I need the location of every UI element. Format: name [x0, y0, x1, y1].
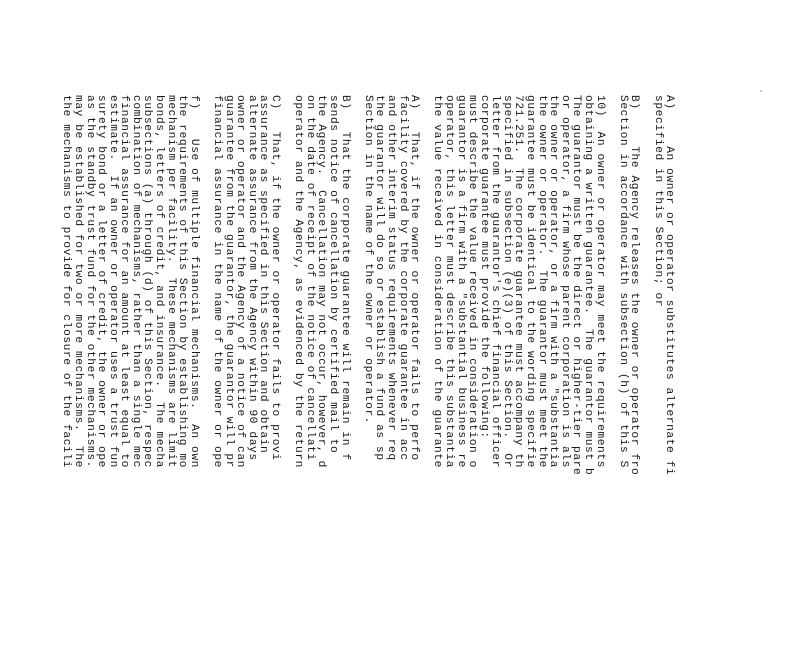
text-line: owner or operator and the Agency of a notice of can	[234, 95, 247, 468]
text-line: the mechanisms to provide for closure of the facili	[60, 95, 73, 468]
text-line: 10) An owner or operator may meet the requirements	[593, 95, 606, 468]
document-paragraph	[210, 95, 280, 655]
document-paragraph	[361, 95, 419, 655]
text-line: may be established for two or more mechanisms. The	[71, 95, 84, 468]
text-line: the requirements of this Section by establishing mo	[176, 95, 189, 468]
text-line: B) The Agency releases the owner or operator fro	[628, 95, 641, 476]
text-line: estimate. If an owner or operator uses a trust fun	[106, 95, 119, 468]
text-line: guarantee from the guarantor, the guarantor will pr	[222, 95, 235, 468]
text-line: 721.251. The corporate guarantee must accompany th	[512, 95, 525, 468]
document-paragraph	[60, 95, 199, 655]
text-line: facility covered by the corporate guarantee in acc	[396, 95, 409, 461]
scan-speck	[760, 90, 762, 92]
text-line: specified in subsection (e)(3) of this Section. Or	[500, 95, 513, 468]
text-line: B) That the corporate guarantee will remain in f	[338, 95, 351, 461]
document-paragraph	[292, 95, 350, 655]
text-line: the owner or operator, or a firm with a "substantia	[547, 95, 560, 468]
text-line: mechanism per facility. These mechanisms are limit	[164, 95, 177, 468]
document-paragraph	[616, 95, 639, 655]
text-line: corporate guarantee must provide the following:	[477, 95, 490, 439]
text-line: f) Use of multiple financial mechanisms. An own	[187, 95, 200, 468]
text-line: assurance as specified in this Section and obtain	[257, 95, 270, 454]
text-line: the guarantor will do so or establish a fund as sp	[373, 95, 386, 461]
text-line: A) That, if the owner or operator fails to perfo	[408, 95, 421, 461]
text-line: operator, this letter must describe this substantia	[442, 95, 455, 468]
text-line: guarantor is a firm with a "substantial business re	[454, 95, 467, 468]
text-line: the value received in consideration of the guarante	[431, 95, 444, 468]
text-line: and other interim status requirements whenever req	[384, 95, 397, 461]
text-line: financial assurance for an amount at least equal to	[118, 95, 131, 468]
text-line: letter from the guarantor's chief financial officer	[489, 95, 502, 468]
text-line: operator and the Agency, as evidenced by the return	[292, 95, 305, 468]
text-line: alternate assurance from the Agency within 90 days	[245, 95, 258, 461]
text-line: A) An owner or operator substitutes alternate fi	[663, 95, 676, 476]
text-line: sends notice of cancellation by certified mail to	[327, 95, 339, 454]
text-line: Section in the name of the owner or operator.	[361, 95, 374, 425]
text-line: specified in this Section; or	[651, 95, 664, 308]
text-line: subsections (a) through (d) of this Section, respec	[141, 95, 154, 468]
text-line: must describe the value received in consideration o	[466, 95, 479, 468]
document-paragraph	[431, 95, 605, 655]
text-line: guarantee must be identical to the wording specifie	[524, 95, 537, 468]
text-line: obtaining a written guarantee. The guarantor must b	[582, 95, 595, 476]
text-line: financial assurance in the name of the owner or ope	[211, 95, 224, 468]
text-line: C) That, if the owner or operator fails to provi	[269, 95, 282, 461]
text-line: as the standby trust fund for the other mechanisms.	[83, 95, 96, 468]
rotated-document-text	[60, 95, 709, 655]
text-line: combination of mechanisms, rather than a single mec	[129, 95, 142, 468]
text-line: Section in accordance with subsection (h) of this S	[616, 95, 629, 468]
text-line: the owner or operator. The guarantor must meet the	[535, 95, 548, 468]
text-line: surety bond or a letter of credit, the owner or ope	[95, 95, 108, 468]
text-line: bonds, letters of credit, and insurance. The mecha	[153, 95, 166, 468]
document-paragraph	[651, 95, 674, 655]
text-line: The guarantor must be the direct or higher-tier pare	[570, 95, 583, 476]
text-line: or operator, a firm whose parent corporation is als	[558, 95, 571, 468]
text-line: on the date of receipt of the notice of cancellati	[303, 95, 316, 461]
text-line: the Agency. Cancellation may not occur, however, d	[315, 95, 328, 468]
